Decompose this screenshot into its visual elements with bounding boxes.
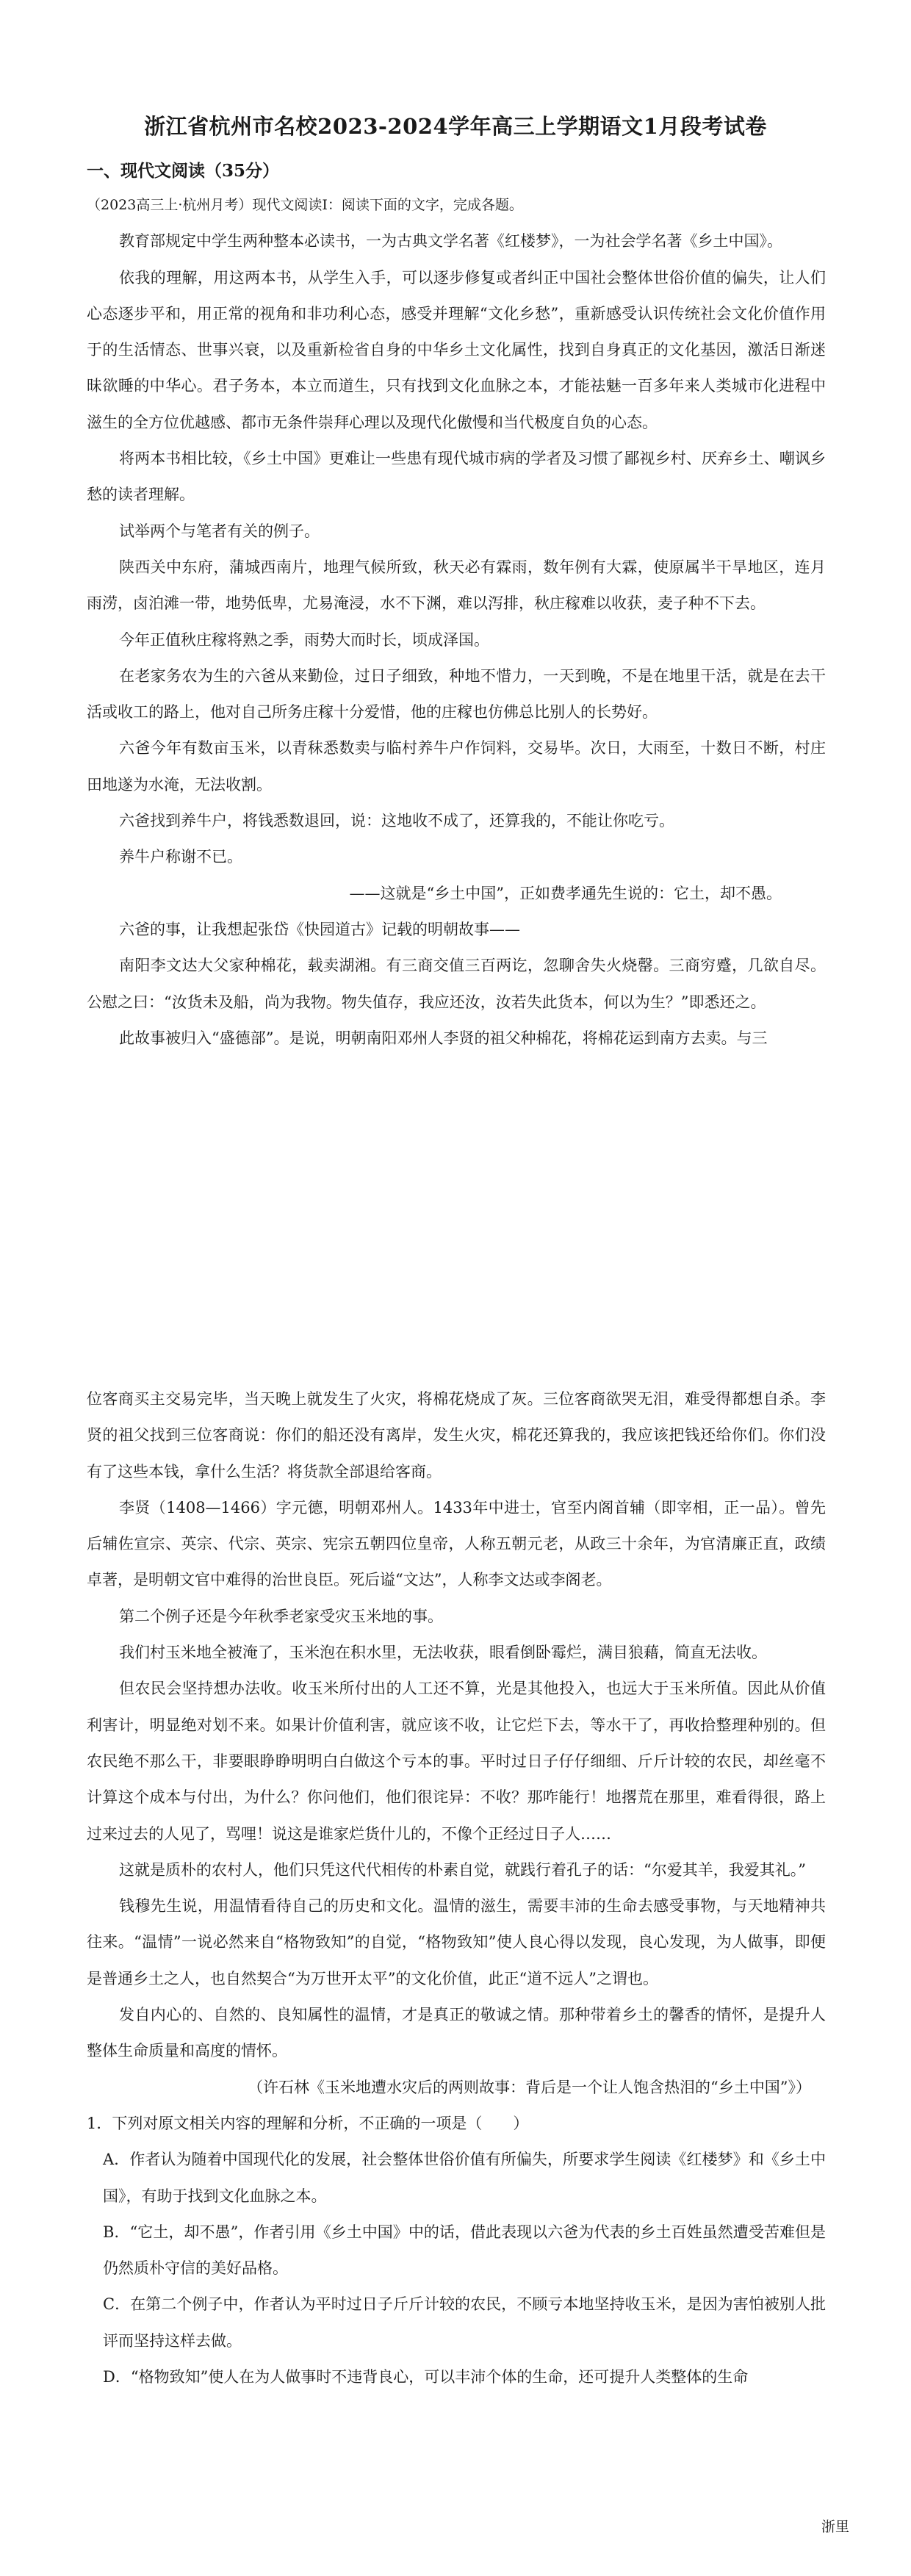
paragraph: 试举两个与笔者有关的例子。 <box>119 522 320 540</box>
paragraph: 养牛户称谢不已。 <box>119 848 242 866</box>
footer-watermark: 浙里 <box>821 2519 849 2535</box>
paragraph: 今年正值秋庄稼将熟之季，雨势大而时长，顷成泽国。 <box>119 630 489 649</box>
paragraph: 六爸今年有数亩玉米，以青秣悉数卖与临村养牛户作饲料，交易毕。次日，大雨至，十数日不断，村庄田地遂为水淹，无法收割。 <box>87 739 826 794</box>
paragraph: 发自内心的、自然的、良知属性的温情，才是真正的敬诚之情。那种带着乡土的馨香的情怀，是提升人整体生命质量和高度的情怀。 <box>87 2006 826 2060</box>
paragraph: 这就是质朴的农村人，他们只凭这代代相传的朴素自觉，就践行着孔子的话：“尔爱其羊，我爱其礼。” <box>119 1860 806 1879</box>
paragraph: 钱穆先生说，用温情看待自己的历史和文化。温情的滋生，需要丰沛的生命去感受事物，与天地精神共往来。“温情”一说必然来自“格物致知”的自觉，“格物致知”使人良心得以发现，良心发现，为人做事，即便是普通乡土之人，也自然契合“为万世开太平”的文化价值，此正“道不远人”之谓也。 <box>87 1897 826 1987</box>
option-b: B．“它土，却不愚”，作者引用《乡土中国》中的话，借此表现以六爸为代表的乡土百姓虽然遭受苦难但是仍然质朴守信的美好品格。 <box>103 2223 826 2278</box>
option-c: C．在第二个例子中，作者认为平时过日子斤斤计较的农民，不顾亏本地坚持收玉米，是因为害怕被别人批评而坚持这样去做。 <box>103 2295 826 2350</box>
option-a: A．作者认为随着中国现代化的发展，社会整体世俗价值有所偏失，所要求学生阅读《红楼梦》和《乡土中国》，有助于找到文化血脉之本。 <box>103 2151 826 2205</box>
intro-line: （2023高三上·杭州月考）现代文阅读Ⅰ：阅读下面的文字，完成各题。 <box>87 197 523 213</box>
paragraph: 六爸的事，让我想起张岱《快园道古》记载的明朝故事—— <box>119 920 520 938</box>
paragraph: 第二个例子还是今年秋季老家受灾玉米地的事。 <box>119 1607 443 1625</box>
paragraph: 依我的理解，用这两本书，从学生入手，可以逐步修复或者纠正中国社会整体世俗价值的偏失，让人们心态逐步平和，用正常的视角和非功利心态，感受并理解“文化乡愁”，重新感受认识传统社会文化价值作用于的生活情态、世事兴衰，以及重新检省自身的中华乡土文化属性，找到自身真正的文化基因，激活日渐迷昧欲睡的中华心。君子务本，本立而道生，只有找到文化血脉之本，才能祛魅一百多年来人类城市化进程中滋生的全方位优越感、都市无条件崇拜心理以及现代化傲慢和当代极度自负的心态。 <box>87 268 826 431</box>
section-heading: 一、现代文阅读（35分） <box>87 161 280 181</box>
passage-part-2 <box>87 1381 826 2395</box>
paragraph: 但农民会坚持想办法收。收玉米所付出的人工还不算，光是其他投入，也远大于玉米所值。因此从价值利害计，明显绝对划不来。如果计价值利害，就应该不收，让它烂下去，等水干了，再收拾整理种别的。但农民绝不那么干，非要眼睁睁明明白白做这个亏本的事。平时过日子仔仔细细、斤斤计较的农民，却丝毫不计算这个成本与付出，为什么？你问他们，他们很诧异：不收？那咋能行！地撂荒在那里，难看得很，路上过来过去的人见了，骂哩！说这是谁家烂货什儿的，不像个正经过日子人…… <box>87 1680 826 1843</box>
option-d: D．“格物致知”使人在为人做事时不违背良心，可以丰沛个体的生命，还可提升人类整体的生命 <box>103 2368 749 2386</box>
paragraph: 在老家务农为生的六爸从来勤俭，过日子细致，种地不惜力，一天到晚，不是在地里干活，就是在去干活或收工的路上，他对自己所务庄稼十分爱惜，他的庄稼也仿佛总比别人的长势好。 <box>87 666 826 722</box>
paragraph: 此故事被归入“盛德部”。是说，明朝南阳邓州人李贤的祖父种棉花，将棉花运到南方去卖。与三 <box>119 1029 768 1047</box>
paragraph: 我们村玉米地全被淹了，玉米泡在积水里，无法收获，眼看倒卧霉烂，满目狼藉，简直无法收。 <box>119 1644 767 1662</box>
paragraph: 教育部规定中学生两种整本必读书，一为古典文学名著《红楼梦》，一为社会学名著《乡土中国》。 <box>119 232 782 251</box>
quote-line: ——这就是“乡土中国”，正如费孝通先生说的：它土，却不愚。 <box>349 884 782 902</box>
passage-part-1 <box>87 187 826 1057</box>
source-citation: （许石林《玉米地遭水灾后的两则故事：背后是一个让人饱含热泪的“乡土中国”》） <box>248 2078 811 2096</box>
exam-title: 浙江省杭州市名校2023-2024学年高三上学期语文1月段考试卷 <box>144 114 767 139</box>
question-stem: 1．下列对原文相关内容的理解和分析，不正确的一项是（ ） <box>87 2114 529 2132</box>
paragraph-continued: 位客商买主交易完毕，当天晚上就发生了火灾，将棉花烧成了灰。三位客商欲哭无泪，难受得都想自杀。李贤的祖父找到三位客商说：你们的船还没有离岸，发生火灾，棉花还算我的，我应该把钱还给你们。你们没有了这些本钱，拿什么生活？将货款全部退给客商。 <box>87 1390 826 1481</box>
paragraph: 南阳李文达大父家种棉花，载卖湖湘。有三商交值三百两讫，忽聊舍失火烧罄。三商穷蹙，几欲自尽。公慰之曰：“汝货未及船，尚为我物。物失值存，我应还汝，汝若失此货本，何以为生？”即悉还之。 <box>87 957 826 1011</box>
paragraph: 将两本书相比较，《乡土中国》更难让一些患有现代城市病的学者及习惯了鄙视乡村、厌弃乡土、嘲讽乡愁的读者理解。 <box>87 450 826 504</box>
paragraph: 六爸找到养牛户，将钱悉数退回，说：这地收不成了，还算我的，不能让你吃亏。 <box>119 812 674 830</box>
paragraph: 陕西关中东府，蒲城西南片，地理气候所致，秋天必有霖雨，数年例有大霖，使原属半干旱地区，连月雨涝，卤泊滩一带，地势低卑，尤易淹浸，水不下渊，难以泻排，秋庄稼难以收获，麦子种不下去。 <box>87 558 826 613</box>
paragraph: 李贤（1408—1466）字元德，明朝邓州人。1433年中进士，官至内阁首辅（即宰相，正一品）。曾先后辅佐宣宗、英宗、代宗、英宗、宪宗五朝四位皇帝，人称五朝元老，从政三十余年，为官清廉正直，政绩卓著，是明朝文官中难得的治世良臣。死后谥“文达”，人称李文达或李阁老。 <box>87 1498 826 1589</box>
